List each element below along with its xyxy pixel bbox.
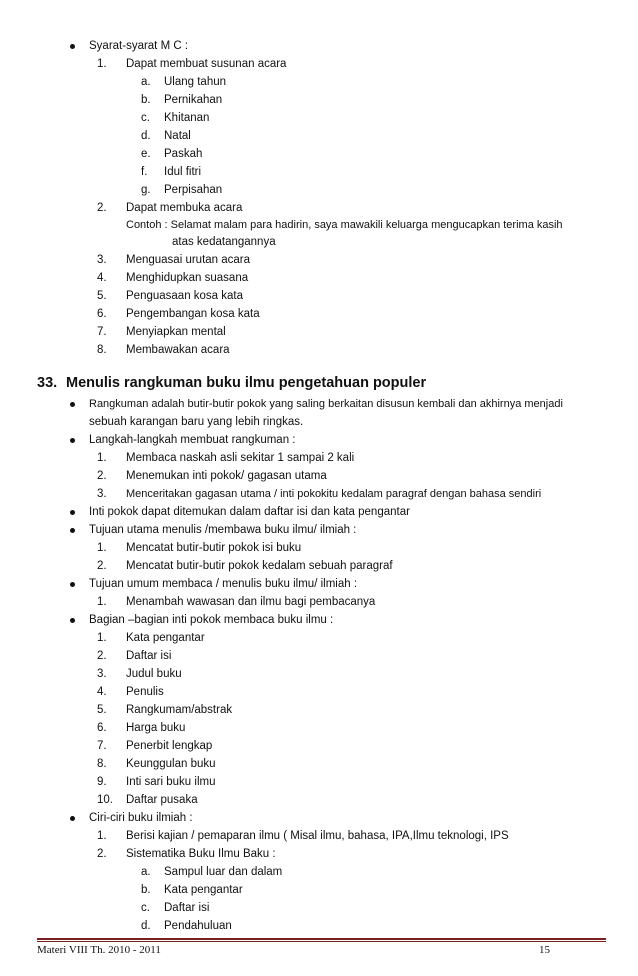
bullet-text: Inti pokok dapat ditemukan dalam daftar isi dan kata pengantar: [89, 506, 410, 518]
list-item: Natal: [164, 130, 191, 142]
bullet-icon: [70, 438, 75, 443]
list-number: 8.: [97, 758, 107, 770]
bullet-icon: [70, 582, 75, 587]
list-item: Pendahuluan: [164, 920, 232, 932]
list-letter: b.: [141, 94, 151, 106]
list-number: 1.: [97, 632, 107, 644]
bullet-text: Ciri-ciri buku ilmiah :: [89, 812, 193, 824]
list-number: 9.: [97, 776, 107, 788]
list-number: 3.: [97, 254, 107, 266]
bullet-icon: [70, 528, 75, 533]
list-item: Keunggulan buku: [126, 758, 216, 770]
list-item: Mencatat butir-butir pokok isi buku: [126, 542, 302, 554]
list-letter: d.: [141, 920, 151, 932]
list-item: Menambah wawasan dan ilmu bagi pembacanya: [126, 596, 376, 608]
bullet-icon: [70, 510, 75, 515]
list-item: Menguasai urutan acara: [126, 254, 251, 266]
list-number: 2.: [97, 560, 107, 572]
footer-text: Materi VIII Th. 2010 - 2011: [37, 944, 161, 956]
section-number: 33.: [37, 375, 58, 391]
list-letter: e.: [141, 148, 151, 160]
list-item: Menyiapkan mental: [126, 326, 226, 338]
list-number: 7.: [97, 740, 107, 752]
list-letter: a.: [141, 76, 151, 88]
list-item: Daftar isi: [164, 902, 210, 914]
list-item: Sampul luar dan dalam: [164, 866, 283, 878]
page-number: 15: [539, 944, 550, 956]
list-item: Ulang tahun: [164, 76, 227, 88]
footer-divider: [37, 938, 606, 940]
list-item: Kata pengantar: [164, 884, 243, 896]
list-item: Daftar pusaka: [126, 794, 198, 806]
list-item: Perpisahan: [164, 184, 223, 196]
contoh-line-2: atas kedatangannya: [172, 236, 276, 248]
list-number: 6.: [97, 722, 107, 734]
list-item: Daftar isi: [126, 650, 172, 662]
list-item: Inti sari buku ilmu: [126, 776, 216, 788]
list-number: 4.: [97, 272, 107, 284]
bullet-text: Bagian –bagian inti pokok membaca buku ilmu :: [89, 614, 334, 626]
list-item: Berisi kajian / pemaparan ilmu ( Misal ilmu, bahasa, IPA,Ilmu teknologi, IPS: [126, 830, 509, 842]
list-number: 10.: [97, 794, 113, 806]
list-item: Membawakan acara: [126, 344, 230, 356]
list-item: Khitanan: [164, 112, 210, 124]
list-item: Judul buku: [126, 668, 182, 680]
section-title: Menulis rangkuman buku ilmu pengetahuan populer: [66, 375, 427, 391]
list-number: 8.: [97, 344, 107, 356]
paragraph-line: sebuah karangan baru yang lebih ringkas.: [89, 416, 304, 428]
list-number: 2.: [97, 650, 107, 662]
list-letter: b.: [141, 884, 151, 896]
list-number: 5.: [97, 290, 107, 302]
bullet-icon: [70, 402, 75, 407]
bullet-icon: [70, 618, 75, 623]
list-number: 2.: [97, 848, 107, 860]
mc-title: Syarat-syarat M C :: [89, 40, 189, 52]
list-letter: c.: [141, 902, 150, 914]
list-item: Menghidupkan suasana: [126, 272, 249, 284]
list-item: Dapat membuka acara: [126, 202, 243, 214]
list-number: 2.: [97, 470, 107, 482]
list-letter: c.: [141, 112, 150, 124]
list-item: Harga buku: [126, 722, 186, 734]
list-number: 5.: [97, 704, 107, 716]
list-item: Menceritakan gagasan utama / inti pokokitu kedalam paragraf dengan bahasa sendiri: [126, 488, 542, 500]
list-letter: d.: [141, 130, 151, 142]
paragraph-line: Rangkuman adalah butir-butir pokok yang saling berkaitan disusun kembali dan akhirnya menjadi: [89, 398, 563, 410]
list-number: 1.: [97, 542, 107, 554]
list-number: 7.: [97, 326, 107, 338]
list-item: Pengembangan kosa kata: [126, 308, 260, 320]
list-item: Idul fitri: [164, 166, 202, 178]
list-item: Rangkumam/abstrak: [126, 704, 233, 716]
list-number: 1.: [97, 596, 107, 608]
list-letter: f.: [141, 166, 148, 178]
list-number: 1.: [97, 830, 107, 842]
bullet-icon: [70, 44, 75, 49]
list-number: 4.: [97, 686, 107, 698]
list-number: 2.: [97, 202, 107, 214]
list-item: Kata pengantar: [126, 632, 205, 644]
list-item: Dapat membuat susunan acara: [126, 58, 287, 70]
list-item: Menemukan inti pokok/ gagasan utama: [126, 470, 327, 482]
list-item: Penerbit lengkap: [126, 740, 213, 752]
list-item: Pernikahan: [164, 94, 223, 106]
contoh-line-1: Contoh : Selamat malam para hadirin, saya mawakili keluarga mengucapkan terima kasih: [126, 219, 563, 231]
list-number: 3.: [97, 488, 107, 500]
list-item: Membaca naskah asli sekitar 1 sampai 2 kali: [126, 452, 355, 464]
list-number: 1.: [97, 452, 107, 464]
list-number: 3.: [97, 668, 107, 680]
list-item: Penguasaan kosa kata: [126, 290, 244, 302]
list-item: Mencatat butir-butir pokok kedalam sebuah paragraf: [126, 560, 393, 572]
bullet-icon: [70, 816, 75, 821]
footer-divider-thin: [37, 941, 606, 942]
list-item: Paskah: [164, 148, 203, 160]
list-number: 1.: [97, 58, 107, 70]
bullet-text: Langkah-langkah membuat rangkuman :: [89, 434, 296, 446]
bullet-text: Tujuan umum membaca / menulis buku ilmu/ ilmiah :: [89, 578, 358, 590]
list-letter: g.: [141, 184, 151, 196]
list-item: Penulis: [126, 686, 164, 698]
list-item: Sistematika Buku Ilmu Baku :: [126, 848, 276, 860]
list-number: 6.: [97, 308, 107, 320]
bullet-text: Tujuan utama menulis /membawa buku ilmu/ ilmiah :: [89, 524, 357, 536]
list-letter: a.: [141, 866, 151, 878]
